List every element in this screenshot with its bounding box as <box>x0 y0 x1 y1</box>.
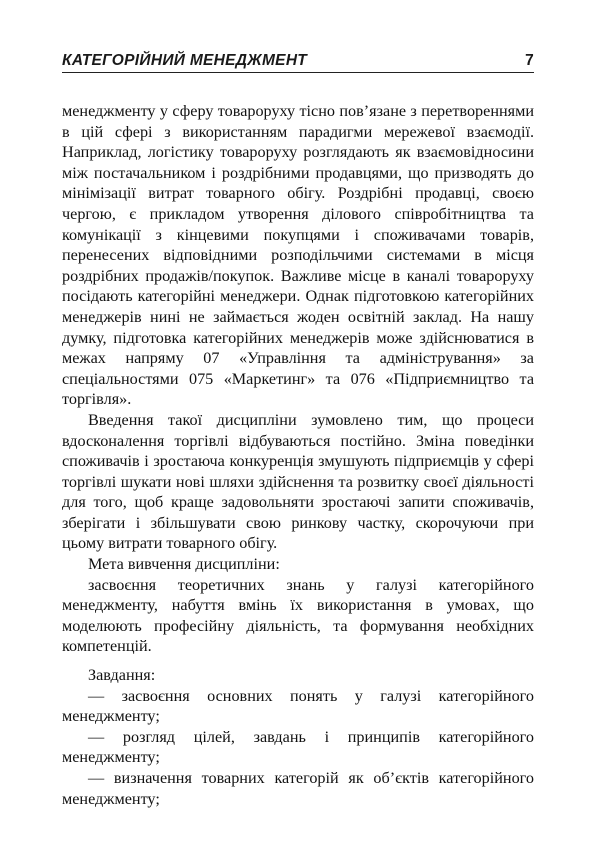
body-text <box>62 101 534 809</box>
paragraph-introduction: Введення такої дисципліни зумовлено тим, що процеси вдосконалення торгівлі відбуваються постійно. Зміна поведінки споживачів і зростаюча конкуренція змушують підприємців у сфері торгівлі шукати нові шляхи здійснення та розвитку своєї діяльності для того, щоб краще задовольняти зростаючі запити споживачів, зберігати і збільшувати свою ринкову частку, скорочуючи при цьому витрати товарного обігу. <box>62 410 534 553</box>
paragraph-tasks-heading: Завдання: <box>88 666 156 685</box>
paragraph-goal-text: засвоєння теоретичних знань у галузі категорійного менеджменту, набуття вмінь їх використання в умовах, що моделюють професійну діяльність, та формування необхідних компетенцій. <box>62 575 534 656</box>
task-item-2: — розгляд цілей, завдань і принципів категорійного менеджменту; <box>62 727 534 767</box>
task-item-3: — визначення товарних категорій як об’єктів категорійного менеджменту; <box>62 769 534 808</box>
paragraph-goal-heading: Мета вивчення дисципліни: <box>88 555 280 574</box>
page-number: 7 <box>525 52 534 69</box>
paragraph-continuation: менеджменту у сферу товароруху тісно пов’язане з перетвореннями в цій сфері з використанням парадигми мережевої взаємодії. Наприклад, логістику товароруху розглядають як взаємовідносини між постачальником і роздрібними продавцями, що призводять до мінімізації витрат товарного обігу. Роздрібні продавці, своєю чергою, є прикладом утворення ділового співробітництва та комунікації з кінцевими покупцями і споживачами товарів, перенесених відповідними розподільчими системами в місця роздрібних продажів/покупок. Важливе місце в каналі товароруху посідають категорійні менеджери. Однак підготовкою категорійних менеджерів нині не займається жоден освітній заклад. На нашу думку, підготовка категорійних менеджерів може здійснюватися в межах напряму 07 «Управління та адміністрування» за спеціальностями 075 «Маркетинг» та 076 «Підприємництво та торгівля». <box>62 102 534 409</box>
task-item-1: — засвоєння основних понять у галузі категорійного менеджменту; <box>62 686 534 726</box>
header-title: КАТЕГОРІЙНИЙ МЕНЕДЖМЕНТ <box>62 52 308 69</box>
running-header <box>62 50 534 73</box>
